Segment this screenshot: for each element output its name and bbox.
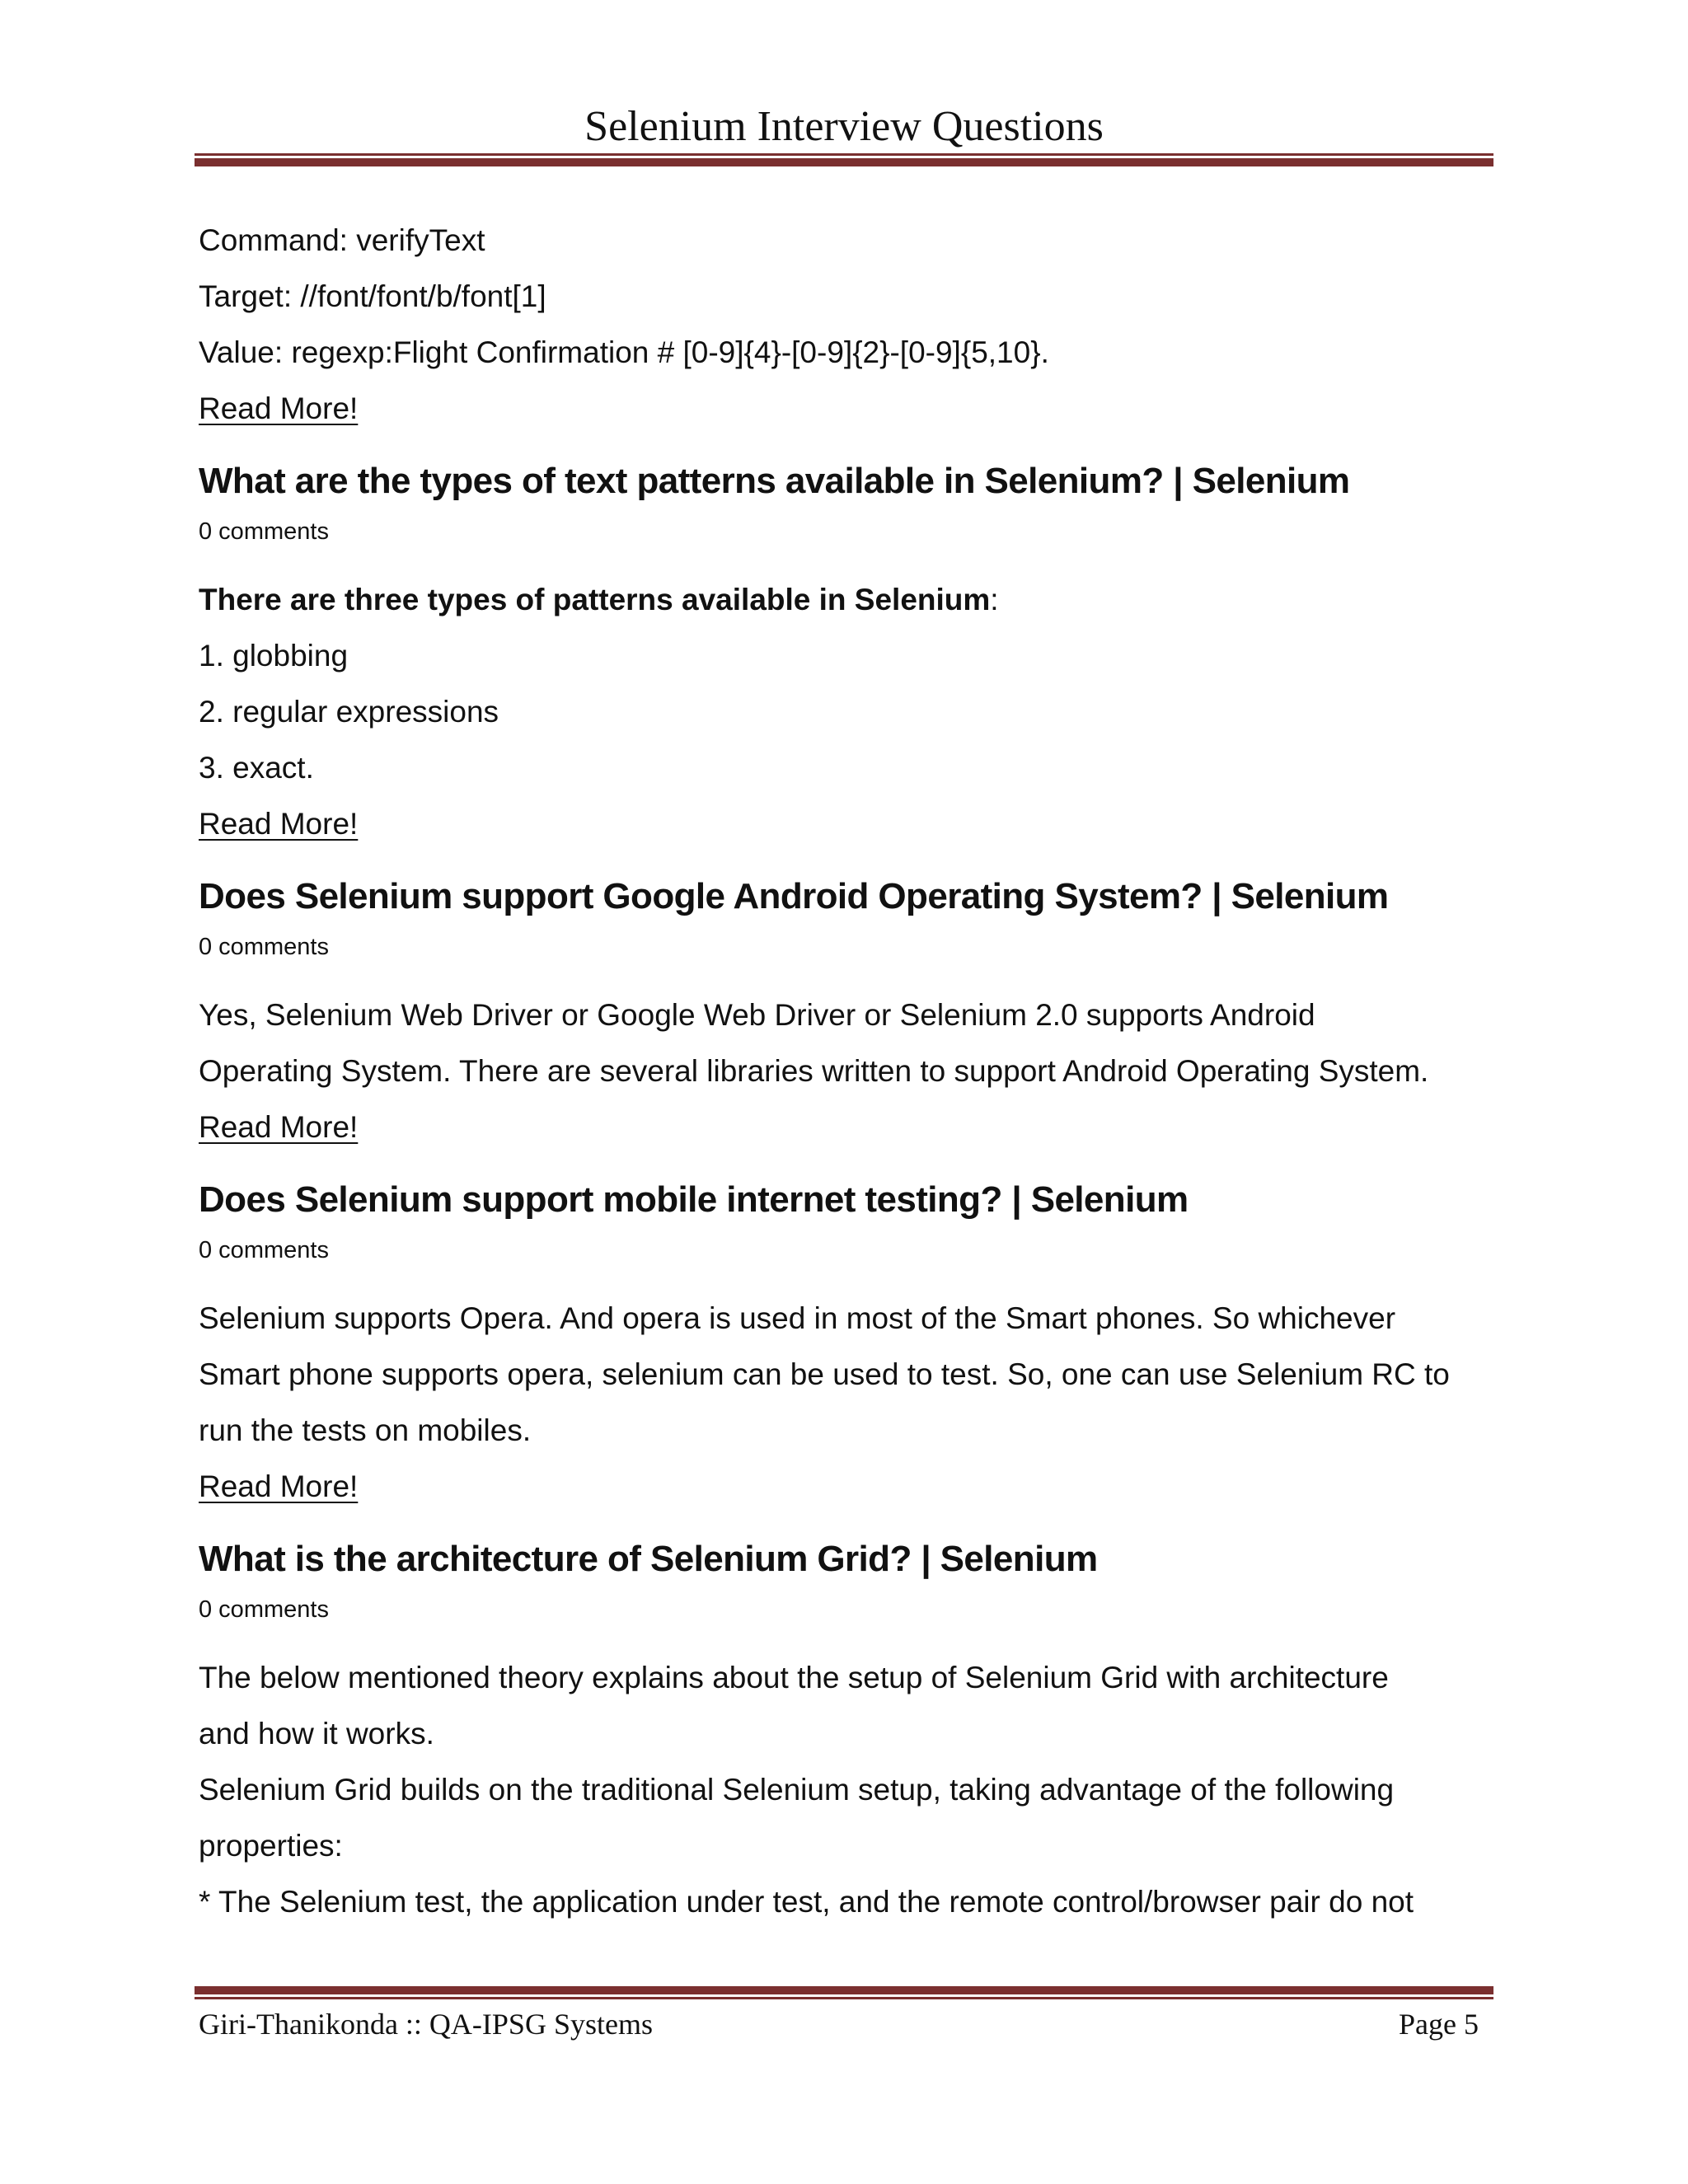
page-number: Page 5 xyxy=(1399,2008,1479,2041)
post-body-line: and how it works. xyxy=(199,1717,434,1750)
target-line: Target: //font/font/b/font[1] xyxy=(199,279,546,313)
post-lead-suffix: : xyxy=(990,583,999,616)
post-title[interactable]: What is the architecture of Selenium Grid? | Selenium xyxy=(199,1539,1098,1579)
document-body xyxy=(199,213,1501,1930)
comments-count[interactable]: 0 comments xyxy=(199,934,329,960)
footer-author: Giri-Thanikonda :: QA-IPSG Systems xyxy=(199,2008,653,2041)
post-title[interactable]: Does Selenium support Google Android Operating System? | Selenium xyxy=(199,876,1389,916)
read-more-link[interactable]: Read More! xyxy=(199,1469,359,1503)
post-text-patterns xyxy=(199,455,1501,852)
comments-count[interactable]: 0 comments xyxy=(199,1596,329,1623)
footer-rule-thin xyxy=(195,1997,1493,1999)
post-mobile-testing xyxy=(199,1174,1501,1515)
list-item: 1. globbing xyxy=(199,639,349,673)
post-android-support xyxy=(199,870,1501,1155)
page-title: Selenium Interview Questions xyxy=(584,103,1104,150)
post-body-line: The below mentioned theory explains about the setup of Selenium Grid with architecture xyxy=(199,1661,1389,1694)
post-title[interactable]: What are the types of text patterns available in Selenium? | Selenium xyxy=(199,461,1350,501)
post-body-line: properties: xyxy=(199,1829,343,1863)
header-rule-thick xyxy=(195,158,1493,166)
command-line: Command: verifyText xyxy=(199,223,485,257)
post-title[interactable]: Does Selenium support mobile internet testing? | Selenium xyxy=(199,1179,1189,1220)
post-body-line: * The Selenium test, the application under test, and the remote control/browser pair do not xyxy=(199,1885,1414,1919)
comments-count[interactable]: 0 comments xyxy=(199,518,329,545)
post-body-line: Smart phone supports opera, selenium can be used to test. So, one can use Selenium RC to xyxy=(199,1357,1450,1391)
list-item: 3. exact. xyxy=(199,751,314,785)
list-item: 2. regular expressions xyxy=(199,695,499,729)
footer-rule-thick xyxy=(195,1986,1493,1994)
read-more-link[interactable]: Read More! xyxy=(199,1110,359,1144)
comments-count[interactable]: 0 comments xyxy=(199,1237,329,1263)
post-body-line: run the tests on mobiles. xyxy=(199,1413,532,1447)
post-body-line: Selenium supports Opera. And opera is used in most of the Smart phones. So whichever xyxy=(199,1301,1396,1335)
post-lead-bold: There are three types of patterns available in Selenium xyxy=(199,583,991,616)
post-body-line: Operating System. There are several libraries written to support Android Operating System. xyxy=(199,1054,1429,1088)
header-rule-thin xyxy=(195,153,1493,156)
post-body-line: Yes, Selenium Web Driver or Google Web Driver or Selenium 2.0 supports Android xyxy=(199,998,1315,1032)
post-body-line: Selenium Grid builds on the traditional Selenium setup, taking advantage of the following xyxy=(199,1773,1395,1807)
read-more-link[interactable]: Read More! xyxy=(199,807,359,841)
post-lead xyxy=(199,572,1501,628)
value-line: Value: regexp:Flight Confirmation # [0-9]{4}-[0-9]{2}-[0-9]{5,10}. xyxy=(199,335,1049,369)
post-grid-architecture xyxy=(199,1533,1501,1930)
read-more-link[interactable]: Read More! xyxy=(199,391,359,425)
